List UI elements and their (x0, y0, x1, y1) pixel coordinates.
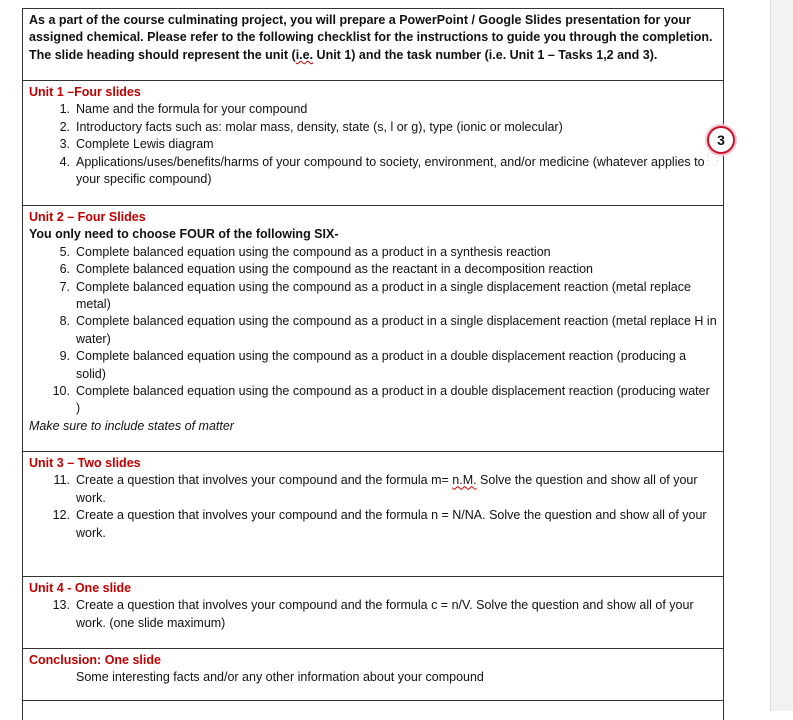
next-cell-partial (23, 700, 723, 720)
intro-ie-link: i.e. (295, 47, 314, 62)
list-item: 9. Complete balanced equation using the compound as a product in a double displacement reaction (producing a solid) (59, 349, 687, 381)
unit-3-cell (23, 451, 723, 576)
conclusion-title: Conclusion: One slide (29, 653, 161, 667)
intro-line-1: As a part of the course culminating project, you will prepare a PowerPoint / Google Slides presentation for your (29, 13, 691, 27)
unit-1-cell (23, 80, 723, 205)
list-item: 3. Complete Lewis diagram (59, 137, 214, 152)
formula-nm-link: n.M. (452, 473, 477, 488)
comment-count-badge[interactable]: 3 (707, 126, 735, 154)
conclusion-text: Some interesting facts and/or any other information about your compound (76, 670, 484, 685)
intro-line-3-part-a: The slide heading should represent the unit ( (29, 47, 296, 62)
unit-1-title: Unit 1 –Four slides (29, 85, 141, 99)
unit-4-list (29, 597, 717, 632)
unit-2-subtitle: You only need to choose FOUR of the following SIX- (29, 227, 339, 242)
unit-4-title: Unit 4 - One slide (29, 581, 132, 595)
list-item: 7. Complete balanced equation using the compound as a product in a single displacement reaction (metal replace metal) (59, 279, 691, 312)
list-item: 8. Complete balanced equation using the compound as a product in a single displacement reaction (metal replace H in water) (59, 314, 717, 346)
list-item: 11. Create a question that involves your compound and the formula m= n.M. Solve the question and show all of your work. (53, 473, 698, 505)
unit-3-list (29, 472, 717, 542)
unit-4-cell (23, 576, 723, 648)
unit-2-list (29, 244, 717, 418)
list-item: 10. Complete balanced equation using the compound as a product in a double displacement reaction (producing water ) (52, 384, 710, 416)
list-item: 5. Complete balanced equation using the compound as a product in a synthesis reaction (59, 244, 551, 259)
intro-line-3 (29, 47, 717, 64)
unit-1-list (29, 101, 722, 188)
unit-2-title: Unit 2 – Four Slides (29, 210, 146, 224)
list-item: 12. Create a question that involves your compound and the formula n = N/NA. Solve the question and show all of your work. (52, 508, 707, 540)
list-item: 4. Applications/uses/benefits/harms of your compound to society, environment, and/or medicine (whatever applies to your specific compound) (59, 154, 705, 187)
intro-line-2: assigned chemical. Please refer to the following checklist for the instructions to guide you through the completion. (29, 30, 713, 45)
unit-3-title: Unit 3 – Two slides (29, 456, 141, 470)
intro-line-3-part-c: Unit 1) and the task number (i.e. Unit 1 – Tasks 1,2 and 3). (313, 47, 658, 62)
list-item: 1. Name and the formula for your compound (59, 102, 308, 117)
conclusion-cell (23, 648, 723, 700)
intro-cell (23, 8, 723, 80)
unit-2-cell (23, 205, 723, 451)
list-item: 2. Introductory facts such as: molar mass, density, state (s, l or g), type (ionic or molecular) (59, 119, 563, 134)
checklist-table (22, 8, 724, 720)
list-item: 13. Create a question that involves your compound and the formula c = n/V. Solve the question and show all of your work. (one slide maximum) (52, 598, 694, 630)
unit-2-note: Make sure to include states of matter (29, 418, 234, 433)
list-item: 6. Complete balanced equation using the compound as the reactant in a decomposition reaction (59, 262, 594, 277)
scrollbar-gutter[interactable] (770, 0, 793, 711)
drag-handle-icon[interactable]: ⋮⋮ (704, 152, 722, 162)
